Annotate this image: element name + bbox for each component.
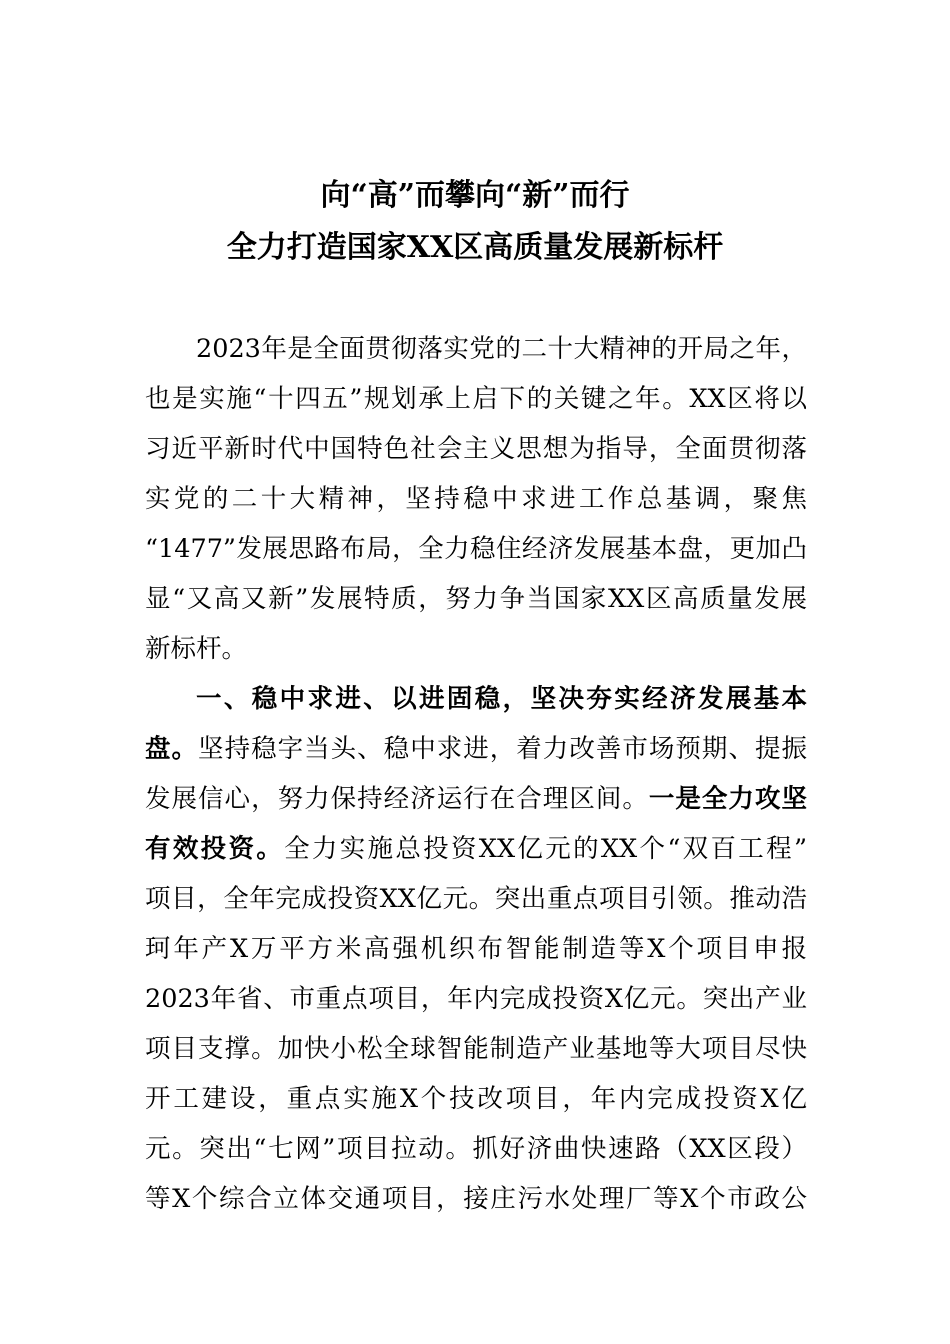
paragraph-2-line [145,831,807,867]
paragraph-2-text: 坚持稳字当头、稳中求进，着力改善市场预期、提振 [198,734,807,764]
paragraph-2-line: 开工建设，重点实施X个技改项目，年内完成投资X亿 [145,1084,807,1114]
paragraph-2-line: 元。突出“七网”项目拉动。抓好济曲快速路（XX区段） [145,1134,807,1164]
section-heading: 一、稳中求进、以进固稳，坚决夯实经济发展基本 [196,684,807,714]
section-heading-end: 盘。 [145,734,199,764]
paragraph-2-line [145,781,807,817]
document-title-line-1: 向“高”而攀向“新”而行 [320,178,630,213]
paragraph-2-line [145,731,807,767]
paragraph-1-line: 新标杆。 [145,634,248,664]
paragraph-2-line: 2023年省、市重点项目，年内完成投资X亿元。突出产业 [145,984,807,1014]
paragraph-1-line: 显“又高又新”发展特质，努力争当国家XX区高质量发展 [145,584,807,614]
subheading-bold: 一是全力攻坚 [648,784,807,814]
document-title-line-2: 全力打造国家XX区高质量发展新标杆 [226,230,724,265]
paragraph-2-text: 全力实施总投资XX亿元的XX个“双百工程” [284,834,807,864]
paragraph-1-line: 实党的二十大精神，坚持稳中求进工作总基调，聚焦 [145,484,807,514]
paragraph-2-line: 等X个综合立体交通项目，接庄污水处理厂等X个市政公 [145,1184,807,1214]
paragraph-1-line: “1477”发展思路布局，全力稳住经济发展基本盘，更加凸 [145,534,807,564]
paragraph-2-line: 项目支撑。加快小松全球智能制造产业基地等大项目尽快 [145,1034,807,1064]
paragraph-2-line: 珂年产X万平方米高强机织布智能制造等X个项目申报 [145,934,807,964]
paragraph-1-line: 习近平新时代中国特色社会主义思想为指导，全面贯彻落 [145,434,807,464]
paragraph-2-line: 项目，全年完成投资XX亿元。突出重点项目引领。推动浩 [145,884,807,914]
subheading-bold: 有效投资。 [145,834,285,864]
paragraph-2-text: 发展信心，努力保持经济运行在合理区间。 [145,784,649,814]
paragraph-1-line: 也是实施“十四五”规划承上启下的关键之年。XX区将以 [145,384,807,414]
paragraph-1-line: 2023年是全面贯彻落实党的二十大精神的开局之年， [196,334,807,364]
